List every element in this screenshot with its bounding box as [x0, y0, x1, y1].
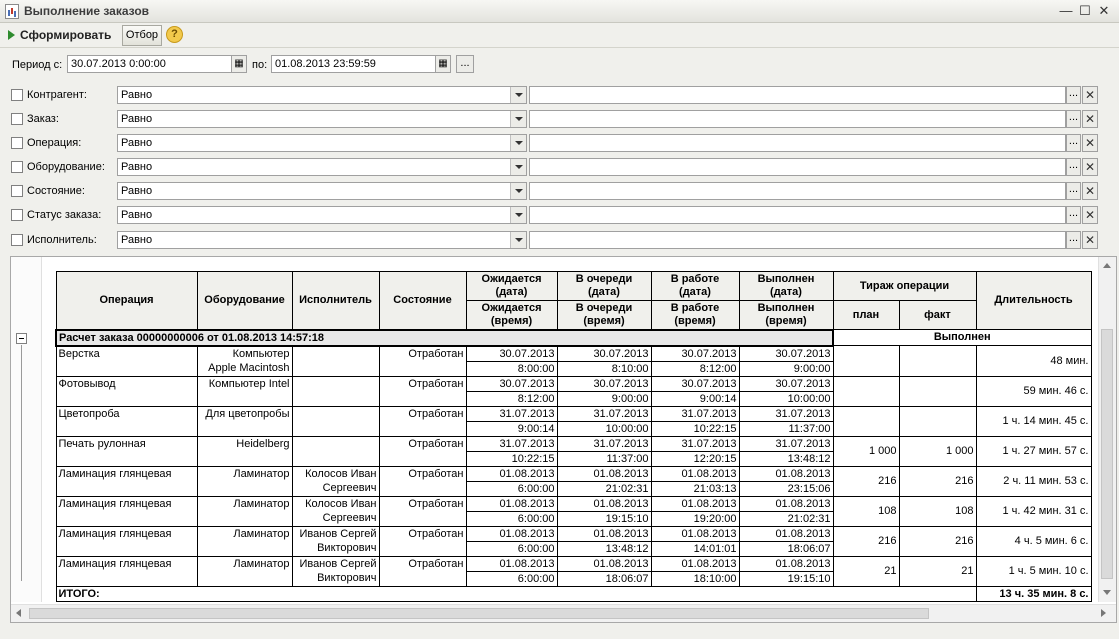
- plan-cell[interactable]: 108: [833, 496, 899, 526]
- state-cell[interactable]: Отработан: [379, 526, 466, 556]
- calendar-to-icon[interactable]: ▦: [435, 55, 451, 73]
- window-title: Выполнение заказов: [24, 4, 150, 18]
- done-time-cell[interactable]: 10:00:00: [739, 391, 833, 406]
- operation-cell[interactable]: Цветопроба: [56, 406, 197, 436]
- header-fact: факт: [899, 301, 976, 330]
- executor-cell[interactable]: [292, 436, 379, 466]
- queued-time-cell[interactable]: 21:02:31: [557, 481, 651, 496]
- filter-condition-value: Равно: [121, 185, 153, 197]
- executor-line: Колосов Иван: [305, 497, 377, 510]
- scroll-up-icon[interactable]: [1103, 263, 1111, 268]
- filter-row-order-status: [0, 205, 1119, 227]
- filter-checkbox[interactable]: [11, 209, 23, 221]
- equipment-line: Ламинатор: [233, 527, 290, 540]
- executor-cell[interactable]: [292, 526, 379, 556]
- header-equipment: Оборудование: [197, 272, 292, 330]
- header-executor: Исполнитель: [292, 272, 379, 330]
- maximize-button[interactable]: ☐: [1079, 3, 1091, 18]
- grouping-gutter: [11, 257, 42, 602]
- period-to-label: по:: [252, 59, 268, 71]
- filter-condition-value: Равно: [121, 234, 153, 246]
- equipment-line: Ламинатор: [233, 467, 290, 480]
- equipment-cell[interactable]: [197, 346, 292, 377]
- filter-condition-select[interactable]: [117, 158, 527, 176]
- equipment-cell[interactable]: [197, 376, 292, 406]
- fact-cell[interactable]: 216: [899, 526, 976, 556]
- table-row: [56, 376, 1091, 391]
- expected-time-cell[interactable]: 8:00:00: [466, 361, 557, 376]
- filter-checkbox[interactable]: [11, 137, 23, 149]
- filter-checkbox[interactable]: [11, 161, 23, 173]
- table-row: [56, 406, 1091, 421]
- equipment-line: Компьютер Intel: [208, 377, 290, 390]
- equipment-cell[interactable]: [197, 466, 292, 496]
- plan-cell[interactable]: 1 000: [833, 436, 899, 466]
- executor-cell[interactable]: [292, 346, 379, 377]
- header-expected-time: Ожидается (время): [466, 301, 557, 330]
- total-duration[interactable]: 13 ч. 35 мин. 8 с.: [976, 586, 1091, 601]
- queued-time-cell[interactable]: 19:15:10: [557, 511, 651, 526]
- filter-label: Контрагент:: [27, 89, 87, 101]
- filter-row-executor: [0, 230, 1119, 252]
- chevron-down-icon[interactable]: [510, 135, 526, 151]
- expected-date-cell[interactable]: 01.08.2013: [466, 466, 557, 481]
- filter-clear-button[interactable]: ✕: [1082, 110, 1098, 128]
- filter-select-button[interactable]: ...: [1066, 110, 1081, 128]
- period-from-label: Период с:: [12, 59, 63, 71]
- in-work-time-cell[interactable]: 19:20:00: [651, 511, 739, 526]
- window-titlebar: [0, 0, 1119, 23]
- filter-condition-select[interactable]: [117, 206, 527, 224]
- state-cell[interactable]: Отработан: [379, 496, 466, 526]
- filter-value-input[interactable]: [529, 134, 1066, 152]
- fact-cell[interactable]: [899, 376, 976, 406]
- state-cell[interactable]: Отработан: [379, 376, 466, 406]
- done-time-cell[interactable]: 9:00:00: [739, 361, 833, 376]
- state-cell[interactable]: Отработан: [379, 346, 466, 377]
- done-date-cell[interactable]: 01.08.2013: [739, 496, 833, 511]
- executor-cell[interactable]: [292, 496, 379, 526]
- vertical-scroll-thumb[interactable]: [1101, 329, 1113, 579]
- toolbar: [0, 23, 1119, 48]
- queued-time-cell[interactable]: 13:48:12: [557, 541, 651, 556]
- executor-line: Сергеевич: [322, 481, 377, 494]
- generate-report-button[interactable]: [8, 26, 111, 44]
- in-work-time-cell[interactable]: 8:12:00: [651, 361, 739, 376]
- filter-condition-value: Равно: [121, 161, 153, 173]
- filter-clear-button[interactable]: ✕: [1082, 231, 1098, 249]
- done-date-cell[interactable]: 30.07.2013: [739, 376, 833, 391]
- in-work-date-cell[interactable]: 01.08.2013: [651, 526, 739, 541]
- expected-date-cell[interactable]: 31.07.2013: [466, 406, 557, 421]
- chevron-down-icon[interactable]: [510, 87, 526, 103]
- duration-cell[interactable]: 4 ч. 5 мин. 6 с.: [976, 526, 1091, 556]
- expected-date-cell[interactable]: 31.07.2013: [466, 436, 557, 451]
- fact-cell[interactable]: 108: [899, 496, 976, 526]
- executor-cell[interactable]: [292, 406, 379, 436]
- close-button[interactable]: ✕: [1098, 3, 1110, 18]
- in-work-date-cell[interactable]: 01.08.2013: [651, 466, 739, 481]
- filter-checkbox[interactable]: [11, 234, 23, 246]
- queued-date-cell[interactable]: 31.07.2013: [557, 406, 651, 421]
- header-queued-time: В очереди (время): [557, 301, 651, 330]
- fact-cell[interactable]: [899, 346, 976, 377]
- plan-cell[interactable]: 216: [833, 526, 899, 556]
- filter-value-input[interactable]: [529, 86, 1066, 104]
- header-done-date: Выполнен (дата): [739, 272, 833, 301]
- filter-checkbox[interactable]: [11, 89, 23, 101]
- done-time-cell[interactable]: 13:48:12: [739, 451, 833, 466]
- filter-checkbox[interactable]: [11, 185, 23, 197]
- state-cell[interactable]: Отработан: [379, 556, 466, 586]
- group-status: Выполнен: [833, 330, 1091, 346]
- filter-condition-select[interactable]: [117, 182, 527, 200]
- duration-cell[interactable]: 1 ч. 5 мин. 10 с.: [976, 556, 1091, 586]
- executor-line: Сергеевич: [322, 511, 377, 524]
- done-time-cell[interactable]: 18:06:07: [739, 541, 833, 556]
- in-work-time-cell[interactable]: 12:20:15: [651, 451, 739, 466]
- operation-cell[interactable]: Ламинация глянцевая: [56, 556, 197, 586]
- in-work-date-cell[interactable]: 01.08.2013: [651, 496, 739, 511]
- equipment-cell[interactable]: [197, 406, 292, 436]
- report-spreadsheet[interactable]: [10, 256, 1117, 623]
- equipment-line: Heidelberg: [236, 437, 290, 450]
- filter-label: Статус заказа:: [27, 209, 102, 221]
- equipment-line: Для цветопробы: [205, 407, 290, 420]
- chevron-down-icon[interactable]: [510, 159, 526, 175]
- filter-row-equipment: [0, 157, 1119, 179]
- filter-label: Состояние:: [27, 185, 85, 197]
- executor-cell[interactable]: [292, 376, 379, 406]
- state-cell[interactable]: Отработан: [379, 466, 466, 496]
- filter-select-button[interactable]: ...: [1066, 134, 1081, 152]
- queued-time-cell[interactable]: 8:10:00: [557, 361, 651, 376]
- filter-label: Исполнитель:: [27, 234, 97, 246]
- vertical-scrollbar[interactable]: [1098, 257, 1116, 602]
- table-row: [56, 346, 1091, 362]
- header-done-time: Выполнен (время): [739, 301, 833, 330]
- plan-cell[interactable]: 21: [833, 556, 899, 586]
- filter-checkbox[interactable]: [11, 113, 23, 125]
- plan-cell[interactable]: [833, 376, 899, 406]
- table-row: [56, 436, 1091, 451]
- filter-clear-button[interactable]: ✕: [1082, 158, 1098, 176]
- expected-date-cell[interactable]: 01.08.2013: [466, 496, 557, 511]
- equipment-cell[interactable]: [197, 556, 292, 586]
- in-work-time-cell[interactable]: 14:01:01: [651, 541, 739, 556]
- equipment-line: Компьютер: [232, 347, 290, 360]
- minimize-button[interactable]: —: [1059, 3, 1073, 18]
- duration-cell[interactable]: 1 ч. 42 мин. 31 с.: [976, 496, 1091, 526]
- equipment-cell[interactable]: [197, 526, 292, 556]
- filter-label: Оборудование:: [27, 161, 105, 173]
- filter-row-counterparty: [0, 85, 1119, 107]
- plan-cell[interactable]: [833, 406, 899, 436]
- state-cell[interactable]: Отработан: [379, 436, 466, 466]
- filter-condition-select[interactable]: [117, 231, 527, 249]
- filter-select-button[interactable]: ...: [1066, 86, 1081, 104]
- filter-select-button[interactable]: ...: [1066, 182, 1081, 200]
- queued-date-cell[interactable]: 31.07.2013: [557, 436, 651, 451]
- filter-row-order: [0, 109, 1119, 131]
- header-in-work-time: В работе (время): [651, 301, 739, 330]
- filter-clear-button[interactable]: ✕: [1082, 206, 1098, 224]
- queued-date-cell[interactable]: 30.07.2013: [557, 346, 651, 362]
- filter-select-button[interactable]: ...: [1066, 231, 1081, 249]
- in-work-date-cell[interactable]: 01.08.2013: [651, 556, 739, 571]
- filter-value-input[interactable]: [529, 206, 1066, 224]
- executor-cell[interactable]: [292, 556, 379, 586]
- header-in-work-date: В работе (дата): [651, 272, 739, 301]
- queued-time-cell[interactable]: 18:06:07: [557, 571, 651, 586]
- equipment-cell[interactable]: [197, 436, 292, 466]
- filter-value-input[interactable]: [529, 158, 1066, 176]
- queued-time-cell[interactable]: 11:37:00: [557, 451, 651, 466]
- operation-cell[interactable]: Печать рулонная: [56, 436, 197, 466]
- duration-cell[interactable]: 1 ч. 27 мин. 57 с.: [976, 436, 1091, 466]
- done-time-cell[interactable]: 23:15:06: [739, 481, 833, 496]
- equipment-line: Apple Macintosh: [208, 361, 290, 374]
- period-select-button[interactable]: ...: [456, 55, 474, 73]
- collapse-group-icon[interactable]: [16, 333, 27, 344]
- in-work-date-cell[interactable]: 30.07.2013: [651, 346, 739, 362]
- header-operation: Операция: [56, 272, 197, 330]
- done-date-cell[interactable]: 01.08.2013: [739, 556, 833, 571]
- filter-select-button[interactable]: ...: [1066, 206, 1081, 224]
- done-date-cell[interactable]: 31.07.2013: [739, 406, 833, 421]
- filter-condition-value: Равно: [121, 113, 153, 125]
- header-expected-date: Ожидается (дата): [466, 272, 557, 301]
- duration-cell[interactable]: 59 мин. 46 с.: [976, 376, 1091, 406]
- filter-row-state: [0, 181, 1119, 203]
- table-row: [56, 526, 1091, 541]
- filter-clear-button[interactable]: ✕: [1082, 86, 1098, 104]
- filter-clear-button[interactable]: ✕: [1082, 134, 1098, 152]
- expected-date-cell[interactable]: 30.07.2013: [466, 376, 557, 391]
- done-time-cell[interactable]: 11:37:00: [739, 421, 833, 436]
- expected-time-cell[interactable]: 8:12:00: [466, 391, 557, 406]
- equipment-line: Ламинатор: [233, 497, 290, 510]
- header-state: Состояние: [379, 272, 466, 330]
- done-date-cell[interactable]: 01.08.2013: [739, 526, 833, 541]
- executor-cell[interactable]: [292, 466, 379, 496]
- horizontal-scrollbar[interactable]: [11, 604, 1116, 622]
- filter-row-operation: [0, 133, 1119, 155]
- executor-line: Колосов Иван: [305, 467, 377, 480]
- filter-value-input[interactable]: [529, 182, 1066, 200]
- total-row: [56, 586, 1091, 601]
- filter-condition-select[interactable]: [117, 86, 527, 104]
- plan-cell[interactable]: 216: [833, 466, 899, 496]
- state-cell[interactable]: Отработан: [379, 406, 466, 436]
- scroll-right-icon[interactable]: [1101, 609, 1106, 617]
- group-bracket: [21, 345, 22, 581]
- table-row: [56, 466, 1091, 481]
- calendar-from-icon[interactable]: ▦: [231, 55, 247, 73]
- header-plan: план: [833, 301, 899, 330]
- operation-cell[interactable]: Ламинация глянцевая: [56, 466, 197, 496]
- expected-time-cell[interactable]: 9:00:14: [466, 421, 557, 436]
- header-duration: Длительность: [976, 272, 1091, 330]
- header-run: Тираж операции: [833, 272, 976, 301]
- report-app-icon: [5, 4, 19, 19]
- chevron-down-icon[interactable]: [510, 111, 526, 127]
- executor-line: Викторович: [317, 541, 377, 554]
- chevron-down-icon[interactable]: [510, 207, 526, 223]
- chevron-down-icon[interactable]: [510, 183, 526, 199]
- duration-cell[interactable]: 48 мин.: [976, 346, 1091, 377]
- queued-date-cell[interactable]: 01.08.2013: [557, 526, 651, 541]
- done-time-cell[interactable]: 19:15:10: [739, 571, 833, 586]
- operation-cell[interactable]: Ламинация глянцевая: [56, 496, 197, 526]
- duration-cell[interactable]: 2 ч. 11 мин. 53 с.: [976, 466, 1091, 496]
- queued-time-cell[interactable]: 9:00:00: [557, 391, 651, 406]
- filter-condition-select[interactable]: [117, 134, 527, 152]
- filter-value-input[interactable]: [529, 231, 1066, 249]
- in-work-date-cell[interactable]: 30.07.2013: [651, 376, 739, 391]
- scroll-down-icon[interactable]: [1103, 590, 1111, 595]
- fact-cell[interactable]: 216: [899, 466, 976, 496]
- operation-cell[interactable]: Фотовывод: [56, 376, 197, 406]
- period-from-input[interactable]: 30.07.2013 0:00:00: [67, 55, 232, 73]
- expected-time-cell[interactable]: 6:00:00: [466, 571, 557, 586]
- executor-line: Викторович: [317, 571, 377, 584]
- in-work-time-cell[interactable]: 21:03:13: [651, 481, 739, 496]
- filter-condition-value: Равно: [121, 209, 153, 221]
- queued-date-cell[interactable]: 01.08.2013: [557, 496, 651, 511]
- filter-label: Заказ:: [27, 113, 59, 125]
- expected-time-cell[interactable]: 6:00:00: [466, 541, 557, 556]
- plan-cell[interactable]: [833, 346, 899, 377]
- executor-line: Иванов Сергей: [299, 557, 377, 570]
- filter-condition-select[interactable]: [117, 110, 527, 128]
- in-work-date-cell[interactable]: 31.07.2013: [651, 406, 739, 421]
- done-time-cell[interactable]: 21:02:31: [739, 511, 833, 526]
- done-date-cell[interactable]: 30.07.2013: [739, 346, 833, 362]
- queued-date-cell[interactable]: 30.07.2013: [557, 376, 651, 391]
- header-queued-date: В очереди (дата): [557, 272, 651, 301]
- expected-time-cell[interactable]: 10:22:15: [466, 451, 557, 466]
- operation-cell[interactable]: Верстка: [56, 346, 197, 377]
- report-table: [55, 271, 1092, 602]
- filter-clear-button[interactable]: ✕: [1082, 182, 1098, 200]
- table-row: [56, 496, 1091, 511]
- filter-condition-value: Равно: [121, 137, 153, 149]
- period-to-input[interactable]: 01.08.2013 23:59:59: [271, 55, 436, 73]
- fact-cell[interactable]: [899, 406, 976, 436]
- group-title[interactable]: Расчет заказа 00000000006 от 01.08.2013 14:57:18: [56, 330, 833, 346]
- chevron-down-icon[interactable]: [510, 232, 526, 248]
- in-work-time-cell[interactable]: 9:00:14: [651, 391, 739, 406]
- table-row: [56, 556, 1091, 571]
- expected-date-cell[interactable]: 01.08.2013: [466, 526, 557, 541]
- queued-date-cell[interactable]: 01.08.2013: [557, 466, 651, 481]
- expected-time-cell[interactable]: 6:00:00: [466, 481, 557, 496]
- fact-cell[interactable]: 21: [899, 556, 976, 586]
- duration-cell[interactable]: 1 ч. 14 мин. 45 с.: [976, 406, 1091, 436]
- in-work-time-cell[interactable]: 18:10:00: [651, 571, 739, 586]
- help-icon[interactable]: ?: [166, 26, 183, 43]
- done-date-cell[interactable]: 01.08.2013: [739, 466, 833, 481]
- fact-cell[interactable]: 1 000: [899, 436, 976, 466]
- expected-time-cell[interactable]: 6:00:00: [466, 511, 557, 526]
- in-work-time-cell[interactable]: 10:22:15: [651, 421, 739, 436]
- horizontal-scroll-thumb[interactable]: [29, 608, 929, 619]
- operation-cell[interactable]: Ламинация глянцевая: [56, 526, 197, 556]
- expected-date-cell[interactable]: 30.07.2013: [466, 346, 557, 362]
- queued-date-cell[interactable]: 01.08.2013: [557, 556, 651, 571]
- queued-time-cell[interactable]: 10:00:00: [557, 421, 651, 436]
- generate-report-label: Сформировать: [20, 28, 112, 42]
- equipment-line: Ламинатор: [233, 557, 290, 570]
- executor-line: Иванов Сергей: [299, 527, 377, 540]
- filter-select-button[interactable]: ...: [1066, 158, 1081, 176]
- scroll-left-icon[interactable]: [16, 609, 21, 617]
- total-label[interactable]: ИТОГО:: [56, 586, 976, 601]
- filter-value-input[interactable]: [529, 110, 1066, 128]
- filter-condition-value: Равно: [121, 89, 153, 101]
- filter-label: Операция:: [27, 137, 82, 149]
- equipment-cell[interactable]: [197, 496, 292, 526]
- play-icon: [8, 30, 15, 40]
- filter-button[interactable]: Отбор: [122, 25, 162, 46]
- expected-date-cell[interactable]: 01.08.2013: [466, 556, 557, 571]
- in-work-date-cell[interactable]: 31.07.2013: [651, 436, 739, 451]
- done-date-cell[interactable]: 31.07.2013: [739, 436, 833, 451]
